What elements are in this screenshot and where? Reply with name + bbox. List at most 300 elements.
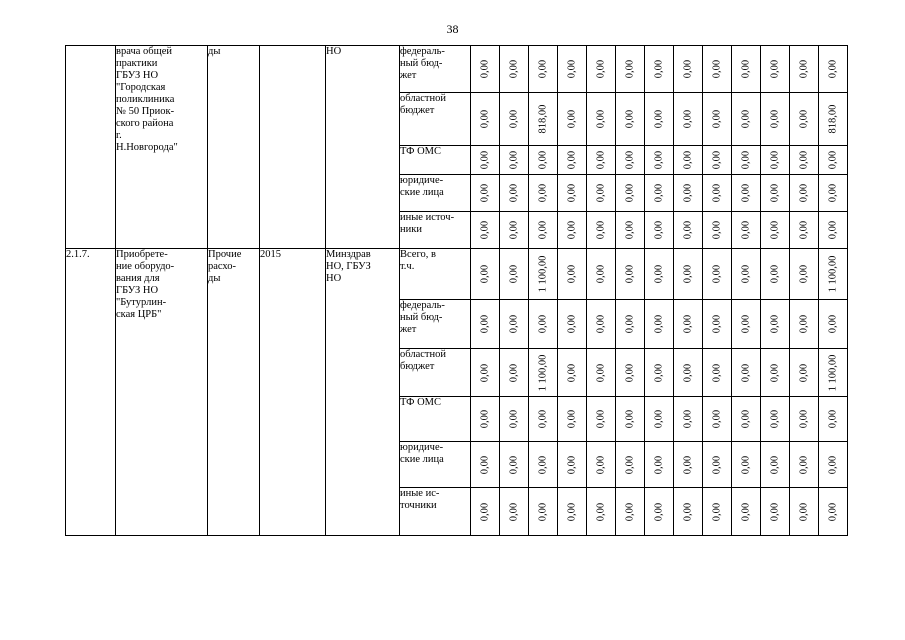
- value: 0,00: [740, 455, 752, 474]
- item-name-line: ского района: [116, 118, 174, 129]
- value: 0,00: [711, 409, 723, 429]
- funding-source-cell: [400, 175, 471, 212]
- value-cell: [558, 146, 587, 175]
- funding-source-line: жет: [400, 324, 417, 335]
- value: 0,00: [740, 150, 752, 170]
- item-number-cell: [66, 46, 116, 249]
- value: 0,00: [537, 502, 549, 521]
- value: 0,00: [508, 314, 520, 334]
- value: 0,00: [653, 150, 665, 170]
- value-cell: [500, 349, 529, 397]
- value: 0,00: [653, 183, 665, 203]
- value-cell: [703, 442, 732, 488]
- value: 0,00: [682, 59, 694, 79]
- item-name-line: г.: [116, 130, 122, 141]
- value: 0,00: [740, 59, 752, 79]
- funding-source-line: ТФ ОМС: [400, 397, 442, 408]
- value: 0,00: [624, 409, 636, 429]
- value-cell: [616, 300, 645, 349]
- value-cell: [529, 146, 558, 175]
- funding-source-cell: [400, 397, 471, 442]
- value: 0,00: [682, 264, 694, 284]
- value-cell: [471, 93, 500, 146]
- value-cell: [674, 349, 703, 397]
- value-cell: [732, 146, 761, 175]
- value-cell: [819, 249, 848, 300]
- value: 0,00: [769, 220, 781, 240]
- value-cell: [558, 349, 587, 397]
- value-cell: [471, 146, 500, 175]
- value-cell: [471, 46, 500, 93]
- value: 0,00: [508, 150, 520, 170]
- value-cell: [819, 442, 848, 488]
- value-cell: [703, 212, 732, 249]
- value-cell: [761, 46, 790, 93]
- value-cell: [500, 93, 529, 146]
- value-cell: [471, 175, 500, 212]
- funding-source-line: областной: [400, 93, 446, 104]
- value-cell: [558, 397, 587, 442]
- item-number-cell: [66, 249, 116, 536]
- value-cell: [703, 397, 732, 442]
- value: 0,00: [537, 59, 549, 79]
- year-cell: [260, 249, 326, 536]
- value-cell: [587, 46, 616, 93]
- value-cell: [674, 146, 703, 175]
- page-number: 38: [446, 22, 459, 36]
- value-cell: [587, 212, 616, 249]
- value-cell: [558, 249, 587, 300]
- value-cell: [616, 442, 645, 488]
- value: 0,00: [566, 409, 578, 429]
- value-cell: [732, 442, 761, 488]
- value: 0,00: [653, 455, 665, 474]
- funding-source-line: федераль-: [400, 46, 445, 57]
- value: 0,00: [769, 183, 781, 203]
- budget-table: [65, 45, 848, 536]
- value-cell: [587, 349, 616, 397]
- value: 0,00: [537, 409, 549, 429]
- value: 0,00: [798, 183, 810, 203]
- value: 0,00: [508, 109, 520, 129]
- value: 0,00: [711, 150, 723, 170]
- value: 0,00: [566, 109, 578, 129]
- funding-source-line: жет: [400, 70, 417, 81]
- value: 0,00: [566, 220, 578, 240]
- value-cell: [732, 212, 761, 249]
- value-cell: [761, 397, 790, 442]
- year: 2015: [260, 249, 281, 260]
- value: 0,00: [682, 220, 694, 240]
- funding-source-cell: [400, 442, 471, 488]
- value-cell: [674, 488, 703, 536]
- value: 0,00: [595, 59, 607, 79]
- value-cell: [819, 488, 848, 536]
- value-cell: [703, 249, 732, 300]
- value: 0,00: [566, 59, 578, 79]
- value-cell: [790, 397, 819, 442]
- value: 0,00: [508, 409, 520, 429]
- value: 0,00: [479, 109, 491, 129]
- item-name-line: ГБУЗ НО: [116, 285, 159, 296]
- value: 0,00: [740, 109, 752, 129]
- value: 0,00: [479, 220, 491, 240]
- value-cell: [558, 300, 587, 349]
- value: 0,00: [566, 150, 578, 170]
- funding-source-line: ный бюд-: [400, 312, 443, 323]
- value: 0,00: [740, 363, 752, 382]
- value: 1 100,00: [827, 255, 839, 293]
- value-cell: [645, 93, 674, 146]
- value-cell: [529, 212, 558, 249]
- value-cell: [790, 212, 819, 249]
- executor-line: Минздрав: [326, 249, 371, 260]
- value: 0,00: [798, 455, 810, 474]
- value-cell: [500, 488, 529, 536]
- value: 0,00: [769, 264, 781, 284]
- funding-source-line: ный бюд-: [400, 58, 443, 69]
- value: 0,00: [508, 220, 520, 240]
- value: 0,00: [537, 183, 549, 203]
- value-cell: [732, 46, 761, 93]
- item-name-line: Н.Новгорода": [116, 142, 178, 153]
- value-cell: [587, 175, 616, 212]
- value: 818,00: [827, 104, 839, 134]
- value: 0,00: [566, 502, 578, 521]
- value: 0,00: [769, 59, 781, 79]
- value: 0,00: [740, 502, 752, 521]
- value: 0,00: [769, 363, 781, 382]
- value-cell: [587, 488, 616, 536]
- item-name-line: вания для: [116, 273, 160, 284]
- value: 0,00: [479, 183, 491, 203]
- value-cell: [703, 93, 732, 146]
- value-cell: [819, 93, 848, 146]
- value: 0,00: [537, 220, 549, 240]
- value: 0,00: [653, 59, 665, 79]
- value: 0,00: [566, 314, 578, 334]
- value-cell: [645, 300, 674, 349]
- value-cell: [674, 46, 703, 93]
- expense-kind-line: ды: [208, 273, 221, 284]
- value-cell: [732, 175, 761, 212]
- funding-source-line: юридиче-: [400, 175, 444, 186]
- funding-source-line: иные ис-: [400, 488, 440, 499]
- value-cell: [529, 93, 558, 146]
- value-cell: [674, 175, 703, 212]
- value-cell: [471, 212, 500, 249]
- value: 0,00: [827, 150, 839, 170]
- value: 0,00: [682, 455, 694, 474]
- value-cell: [558, 442, 587, 488]
- value-cell: [703, 349, 732, 397]
- value: 0,00: [827, 59, 839, 79]
- value: 0,00: [798, 363, 810, 382]
- value-cell: [500, 442, 529, 488]
- value-cell: [471, 442, 500, 488]
- value: 0,00: [537, 150, 549, 170]
- value-cell: [645, 146, 674, 175]
- value: 0,00: [624, 314, 636, 334]
- value: 0,00: [537, 455, 549, 474]
- funding-source-line: т.ч.: [400, 261, 415, 272]
- value-cell: [761, 249, 790, 300]
- executor-cell: [326, 249, 400, 536]
- value: 0,00: [769, 150, 781, 170]
- item-name-line: "Городская: [116, 82, 166, 93]
- expense-kind-line: Прочие: [208, 249, 242, 260]
- value-cell: [732, 349, 761, 397]
- value-cell: [471, 488, 500, 536]
- value: 0,00: [827, 220, 839, 240]
- funding-source-line: областной: [400, 349, 446, 360]
- value: 0,00: [711, 502, 723, 521]
- funding-source-cell: [400, 146, 471, 175]
- value: 0,00: [508, 59, 520, 79]
- value: 0,00: [624, 109, 636, 129]
- value-cell: [674, 300, 703, 349]
- value: 0,00: [566, 264, 578, 284]
- item-name-line: Приобрете-: [116, 249, 168, 260]
- item-name-cell: [116, 46, 208, 249]
- value: 0,00: [827, 314, 839, 334]
- value: 0,00: [653, 264, 665, 284]
- value-cell: [587, 93, 616, 146]
- value: 0,00: [711, 59, 723, 79]
- value-cell: [587, 442, 616, 488]
- value: 0,00: [595, 183, 607, 203]
- executor-line: НО, ГБУЗ: [326, 261, 371, 272]
- value: 0,00: [711, 220, 723, 240]
- value-cell: [761, 175, 790, 212]
- value: 0,00: [479, 363, 491, 382]
- value-cell: [790, 442, 819, 488]
- value: 0,00: [508, 264, 520, 284]
- value-cell: [819, 212, 848, 249]
- value: 0,00: [479, 59, 491, 79]
- value-cell: [790, 249, 819, 300]
- value-cell: [587, 249, 616, 300]
- value-cell: [471, 349, 500, 397]
- value: 0,00: [595, 264, 607, 284]
- value-cell: [790, 175, 819, 212]
- value: 0,00: [769, 314, 781, 334]
- value-cell: [616, 146, 645, 175]
- value: 0,00: [827, 409, 839, 429]
- item-number: 2.1.7.: [66, 249, 90, 260]
- funding-source-cell: [400, 488, 471, 536]
- value: 0,00: [711, 264, 723, 284]
- value-cell: [790, 488, 819, 536]
- value: 0,00: [798, 220, 810, 240]
- value-cell: [558, 488, 587, 536]
- value: 0,00: [479, 264, 491, 284]
- value: 0,00: [740, 220, 752, 240]
- value: 0,00: [827, 502, 839, 521]
- value-cell: [790, 300, 819, 349]
- value: 0,00: [624, 59, 636, 79]
- value: 818,00: [537, 104, 549, 134]
- value: 0,00: [682, 314, 694, 334]
- value-cell: [819, 300, 848, 349]
- value-cell: [819, 175, 848, 212]
- funding-source-line: федераль-: [400, 300, 445, 311]
- value: 0,00: [740, 183, 752, 203]
- value: 0,00: [595, 314, 607, 334]
- value-cell: [616, 249, 645, 300]
- value-cell: [703, 175, 732, 212]
- value-cell: [761, 488, 790, 536]
- funding-source-line: юридиче-: [400, 442, 444, 453]
- value-cell: [674, 249, 703, 300]
- value-cell: [529, 488, 558, 536]
- item-name-line: практики: [116, 58, 158, 69]
- value-cell: [616, 46, 645, 93]
- value: 0,00: [537, 314, 549, 334]
- executor-line: НО: [326, 273, 342, 284]
- value: 0,00: [769, 455, 781, 474]
- value-cell: [500, 212, 529, 249]
- funding-source-line: бюджет: [400, 105, 435, 116]
- funding-source-line: иные источ-: [400, 212, 455, 223]
- value: 1 100,00: [537, 255, 549, 293]
- value-cell: [645, 488, 674, 536]
- value: 0,00: [682, 150, 694, 170]
- value: 0,00: [595, 363, 607, 382]
- value: 0,00: [624, 220, 636, 240]
- value-cell: [500, 46, 529, 93]
- value-cell: [529, 249, 558, 300]
- item-name-line: ГБУЗ НО: [116, 70, 159, 81]
- expense-kind-cell: [208, 46, 260, 249]
- value: 1 100,00: [827, 354, 839, 391]
- value-cell: [616, 349, 645, 397]
- table-row: [66, 46, 848, 93]
- value: 0,00: [479, 314, 491, 334]
- value: 0,00: [566, 183, 578, 203]
- value-cell: [674, 397, 703, 442]
- value-cell: [529, 349, 558, 397]
- item-name-line: ние оборудо-: [116, 261, 175, 272]
- item-name-line: "Бутурлин-: [116, 297, 167, 308]
- value: 0,00: [711, 109, 723, 129]
- expense-kind-cell: [208, 249, 260, 536]
- value-cell: [616, 488, 645, 536]
- value-cell: [761, 212, 790, 249]
- value: 0,00: [508, 455, 520, 474]
- value-cell: [529, 397, 558, 442]
- value-cell: [645, 349, 674, 397]
- value-cell: [529, 442, 558, 488]
- value: 0,00: [595, 150, 607, 170]
- funding-source-line: Всего, в: [400, 249, 436, 260]
- funding-source-line: точники: [400, 500, 437, 511]
- value-cell: [616, 397, 645, 442]
- item-name-cell: [116, 249, 208, 536]
- value: 0,00: [508, 502, 520, 521]
- value-cell: [558, 212, 587, 249]
- funding-source-cell: [400, 46, 471, 93]
- value: 0,00: [595, 220, 607, 240]
- value-cell: [645, 442, 674, 488]
- value: 0,00: [508, 183, 520, 203]
- value: 0,00: [740, 264, 752, 284]
- value-cell: [645, 249, 674, 300]
- funding-source-line: ники: [400, 224, 422, 235]
- value: 0,00: [682, 109, 694, 129]
- value: 0,00: [566, 455, 578, 474]
- value-cell: [761, 146, 790, 175]
- value: 0,00: [827, 455, 839, 474]
- value: 0,00: [479, 150, 491, 170]
- value: 0,00: [653, 409, 665, 429]
- value: 0,00: [711, 183, 723, 203]
- value: 0,00: [740, 409, 752, 429]
- value-cell: [819, 397, 848, 442]
- item-name-line: врача общей: [116, 46, 172, 57]
- value-cell: [645, 212, 674, 249]
- value: 0,00: [595, 409, 607, 429]
- value: 0,00: [595, 502, 607, 521]
- funding-source-line: ТФ ОМС: [400, 146, 442, 157]
- value-cell: [471, 249, 500, 300]
- value-cell: [616, 212, 645, 249]
- funding-source-cell: [400, 349, 471, 397]
- value-cell: [587, 146, 616, 175]
- value-cell: [790, 349, 819, 397]
- value-cell: [819, 349, 848, 397]
- value: 0,00: [653, 314, 665, 334]
- value: 0,00: [769, 502, 781, 521]
- item-name-line: № 50 Приок-: [116, 106, 175, 117]
- value: 0,00: [653, 220, 665, 240]
- value-cell: [761, 300, 790, 349]
- value: 0,00: [798, 409, 810, 429]
- value-cell: [558, 93, 587, 146]
- value-cell: [500, 300, 529, 349]
- value-cell: [500, 146, 529, 175]
- value: 0,00: [653, 109, 665, 129]
- expense-kind-line: расхо-: [208, 261, 237, 272]
- value: 0,00: [624, 183, 636, 203]
- value-cell: [703, 488, 732, 536]
- value: 0,00: [595, 455, 607, 474]
- value-cell: [761, 349, 790, 397]
- value-cell: [790, 93, 819, 146]
- value-cell: [703, 300, 732, 349]
- value: 0,00: [798, 264, 810, 284]
- value-cell: [587, 397, 616, 442]
- value: 0,00: [682, 363, 694, 382]
- funding-source-cell: [400, 93, 471, 146]
- value: 0,00: [624, 150, 636, 170]
- value-cell: [558, 46, 587, 93]
- value: 0,00: [711, 314, 723, 334]
- value-cell: [616, 93, 645, 146]
- value-cell: [500, 249, 529, 300]
- value-cell: [645, 397, 674, 442]
- value-cell: [616, 175, 645, 212]
- value: 0,00: [682, 502, 694, 521]
- value-cell: [732, 93, 761, 146]
- value: 0,00: [653, 502, 665, 521]
- value: 0,00: [624, 264, 636, 284]
- value-cell: [819, 146, 848, 175]
- value-cell: [645, 46, 674, 93]
- value-cell: [790, 46, 819, 93]
- value-cell: [761, 93, 790, 146]
- item-name-line: ская ЦРБ": [116, 309, 162, 320]
